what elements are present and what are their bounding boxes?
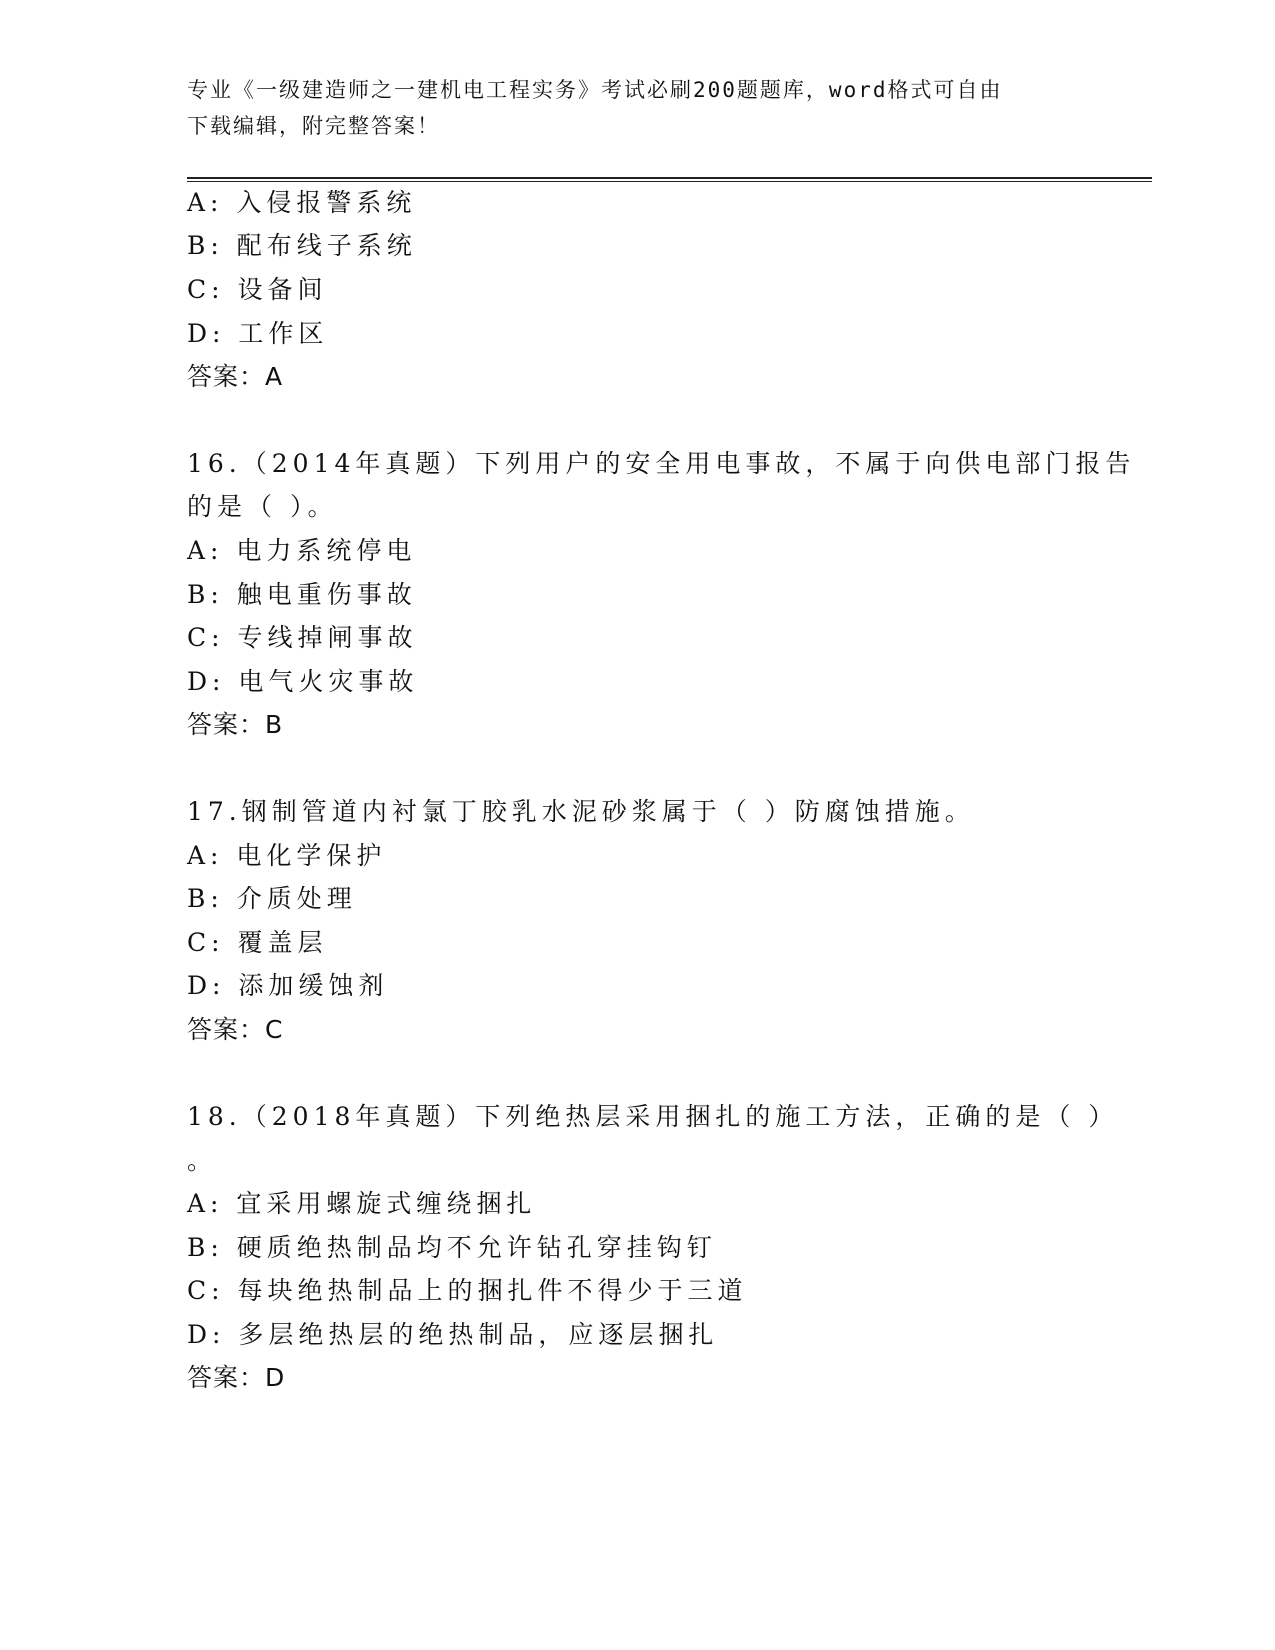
q18-stem-line-1: 18.（2018年真题）下列绝热层采用捆扎的施工方法，正确的是（ ）	[187, 1102, 1119, 1131]
q15-option-c: C: 设备间	[187, 275, 328, 304]
q17-stem-line-1: 17.钢制管道内衬氯丁胶乳水泥砂浆属于（ ）防腐蚀措施。	[187, 797, 975, 826]
q16-option-a: A: 电力系统停电	[187, 536, 417, 565]
q17-option-a: A: 电化学保护	[187, 841, 387, 870]
document-header	[187, 72, 1087, 144]
q15-answer: 答案：A	[187, 362, 284, 391]
q17-option-c: C: 覆盖层	[187, 928, 328, 957]
q16-option-c: C: 专线掉闸事故	[187, 623, 418, 652]
q16-option-b: B: 触电重伤事故	[187, 580, 417, 609]
q18-option-c: C: 每块绝热制品上的捆扎件不得少于三道	[187, 1276, 748, 1305]
q16-stem-line-1: 16.（2014年真题）下列用户的安全用电事故，不属于向供电部门报告	[187, 449, 1136, 478]
q16-answer: 答案：B	[187, 710, 284, 739]
q15-option-d: D: 工作区	[187, 319, 329, 348]
q17-option-d: D: 添加缓蚀剂	[187, 971, 389, 1000]
header-rule-thin	[187, 181, 1152, 182]
q17-answer: 答案：C	[187, 1015, 284, 1044]
q18-option-a: A: 宜采用螺旋式缠绕捆扎	[187, 1189, 537, 1218]
q15-option-a: A: 入侵报警系统	[187, 188, 417, 217]
q18-option-b: B: 硬质绝热制品均不允许钻孔穿挂钩钉	[187, 1233, 717, 1262]
q17-option-b: B: 介质处理	[187, 884, 357, 913]
header-rule-thick	[187, 177, 1152, 179]
q15-option-b: B: 配布线子系统	[187, 231, 417, 260]
q18-stem-line-2: 。	[187, 1146, 218, 1175]
header-line-1: 专业《一级建造师之一建机电工程实务》考试必刷200题题库，word格式可自由	[187, 78, 1003, 102]
q18-option-d: D: 多层绝热层的绝热制品，应逐层捆扎	[187, 1320, 719, 1349]
q16-option-d: D: 电气火灾事故	[187, 667, 419, 696]
q16-stem-line-2: 的是（ ）。	[187, 492, 338, 521]
header-line-2: 下载编辑，附完整答案！	[187, 114, 440, 138]
q18-answer: 答案：D	[187, 1363, 286, 1392]
